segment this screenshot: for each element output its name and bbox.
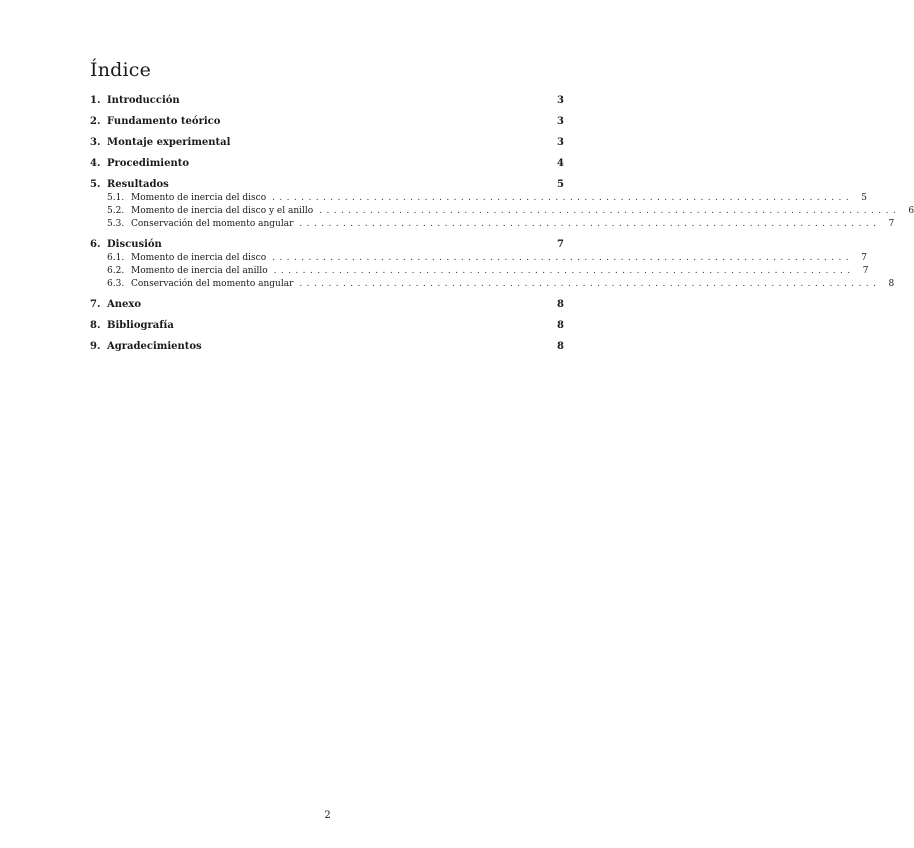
subsection-number: 5.3. xyxy=(107,219,125,229)
subsection-number: 6.1. xyxy=(107,253,125,263)
toc-subsection-row[interactable] xyxy=(90,192,868,205)
section-title: Bibliografía xyxy=(107,320,174,331)
section-page: 5 xyxy=(557,179,564,190)
section-page: 8 xyxy=(557,299,564,310)
section-page: 3 xyxy=(557,116,564,127)
section-number: 3. xyxy=(90,137,101,148)
toc-section xyxy=(90,157,564,171)
toc-section xyxy=(90,115,564,129)
section-number: 1. xyxy=(90,95,101,106)
toc-section-row[interactable] xyxy=(90,298,564,312)
subsection-page: 6 xyxy=(908,206,914,216)
toc-subsection-row[interactable] xyxy=(90,205,914,218)
subsection-number: 6.3. xyxy=(107,279,125,289)
section-title: Agradecimientos xyxy=(107,341,202,352)
subsection-page: 7 xyxy=(862,266,869,276)
toc-section-row[interactable] xyxy=(90,178,564,192)
subsection-title: Momento de inercia del disco xyxy=(131,253,267,263)
section-number: 5. xyxy=(90,179,101,190)
dot-leader: ................................................................................ xyxy=(273,266,855,276)
toc-section xyxy=(90,178,914,231)
toc-section-row[interactable] xyxy=(90,94,564,108)
toc-subsection-row[interactable] xyxy=(90,265,869,278)
section-title: Introducción xyxy=(107,95,180,106)
dot-leader: ................................................................................ xyxy=(299,219,881,229)
dot-leader: ................................................................................ xyxy=(299,279,881,289)
section-page: 4 xyxy=(557,158,564,169)
section-page: 8 xyxy=(557,320,564,331)
section-page: 3 xyxy=(557,137,564,148)
toc-title: Índice xyxy=(90,59,152,81)
section-title: Anexo xyxy=(107,299,142,310)
section-page: 3 xyxy=(557,95,564,106)
subsection-number: 5.2. xyxy=(107,206,125,216)
section-number: 9. xyxy=(90,341,101,352)
toc-section xyxy=(90,238,895,291)
dot-leader: ................................................................................ xyxy=(319,206,901,216)
subsection-title: Momento de inercia del anillo xyxy=(131,266,268,276)
toc-section-row[interactable] xyxy=(90,136,564,150)
section-number: 7. xyxy=(90,299,101,310)
toc-list xyxy=(90,94,914,354)
toc-section xyxy=(90,340,564,354)
toc-subsection-row[interactable] xyxy=(90,252,868,265)
table-of-contents xyxy=(90,58,914,361)
toc-section xyxy=(90,298,564,312)
section-title: Resultados xyxy=(107,179,169,190)
toc-subsection-row[interactable] xyxy=(90,218,895,231)
subsection-page: 7 xyxy=(888,219,895,229)
subsection-title: Conservación del momento angular xyxy=(131,279,294,289)
section-title: Discusión xyxy=(107,239,162,250)
subsection-title: Conservación del momento angular xyxy=(131,219,294,229)
subsection-page: 7 xyxy=(861,253,868,263)
toc-section xyxy=(90,94,564,108)
toc-section-row[interactable] xyxy=(90,238,564,252)
section-page: 7 xyxy=(557,239,564,250)
subsection-page: 8 xyxy=(888,279,895,289)
toc-section xyxy=(90,136,564,150)
toc-subsection-row[interactable] xyxy=(90,278,895,291)
toc-section-row[interactable] xyxy=(90,340,564,354)
toc-section-row[interactable] xyxy=(90,319,564,333)
section-page: 8 xyxy=(557,341,564,352)
toc-section xyxy=(90,319,564,333)
toc-section-row[interactable] xyxy=(90,115,564,129)
section-number: 6. xyxy=(90,239,101,250)
page-number: 2 xyxy=(324,810,331,821)
subsection-number: 5.1. xyxy=(107,193,125,203)
toc-section-row[interactable] xyxy=(90,157,564,171)
section-title: Fundamento teórico xyxy=(107,116,221,127)
subsection-page: 5 xyxy=(861,193,868,203)
subsection-title: Momento de inercia del disco y el anillo xyxy=(131,206,314,216)
section-title: Procedimiento xyxy=(107,158,190,169)
subsection-number: 6.2. xyxy=(107,266,125,276)
section-title: Montaje experimental xyxy=(107,137,231,148)
section-number: 4. xyxy=(90,158,101,169)
section-number: 8. xyxy=(90,320,101,331)
section-number: 2. xyxy=(90,116,101,127)
subsection-title: Momento de inercia del disco xyxy=(131,193,267,203)
dot-leader: ................................................................................ xyxy=(272,193,854,203)
dot-leader: ................................................................................ xyxy=(272,253,854,263)
